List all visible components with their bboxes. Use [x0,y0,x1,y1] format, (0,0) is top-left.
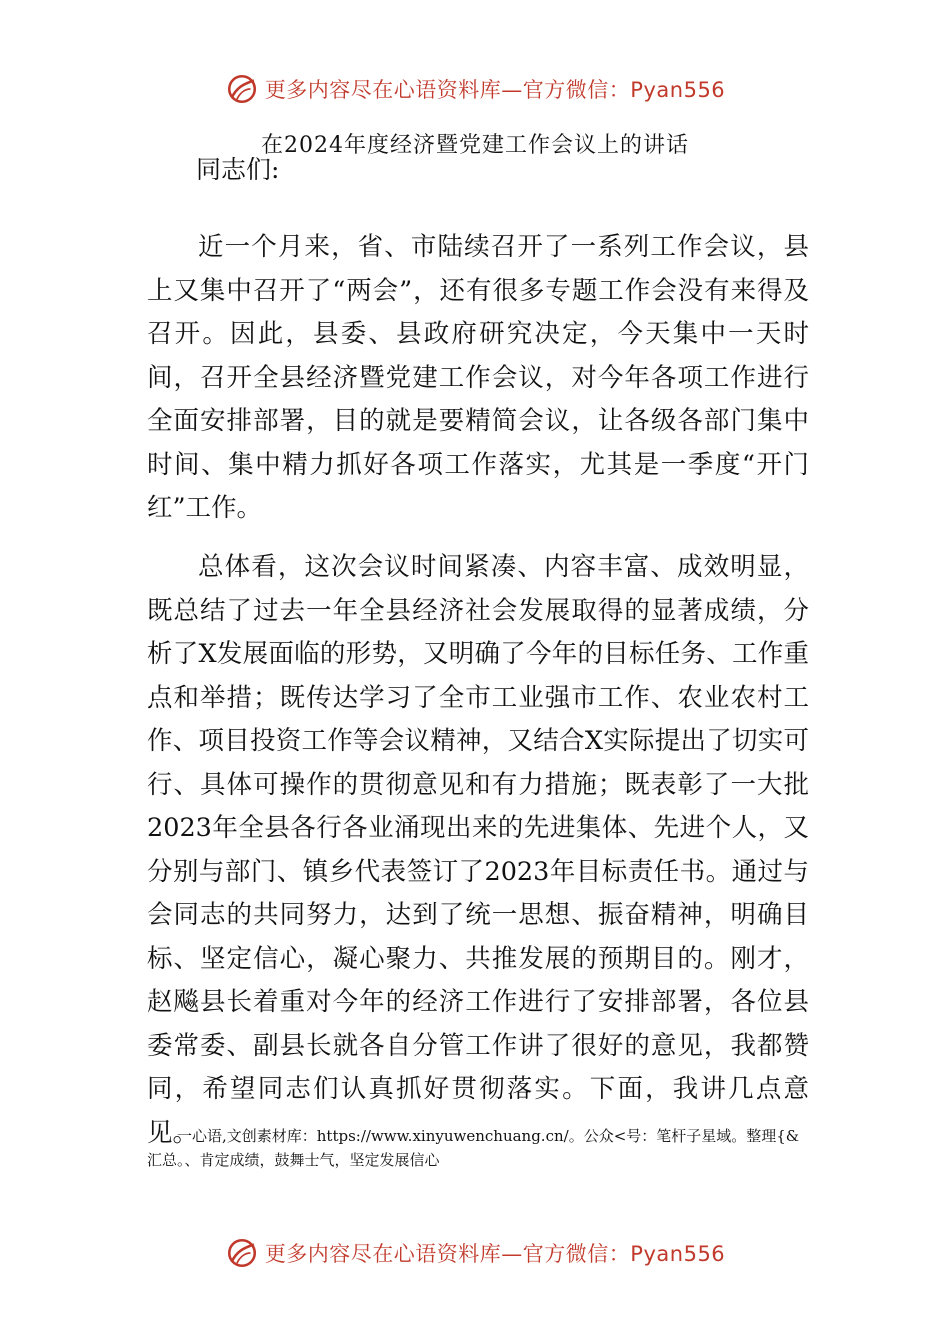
paragraph-text: 总体看，这次会议时间紧凑、内容丰富、成效明显，既总结了过去一年全县经济社会发展取得的显著成绩，分析了X发展面临的形势，又明确了今年的目标任务、工作重点和举措；既传达学习了全市工业强市工作、农业农村工作、项目投资工作等会议精神，又结合X实际提出了切实可行、具体可操作的贯彻意见和有力措施；既表彰了一大批2023年全县各行各业涌现出来的先进集体、先进个人，又分别与部门、镇乡代表签订了2023年目标责任书。通过与会同志的共同努力，达到了统一思想、振奋精神，明确目标、坚定信心，凝心聚力、共推发展的预期目的。刚才，赵飚县长着重对今年的经济工作进行了安排部署，各位县委常委、副县长就各自分管工作讲了很好的意见，我都赞同，希望同志们认真抓好贯彻落实。下面，我讲几点意见。 [147,552,809,1148]
footer-banner [0,1236,950,1270]
banner-text: 更多内容尽在心语资料库—官方微信：Pyan556 [264,1242,726,1266]
paragraph-text: 近一个月来，省、市陆续召开了一系列工作会议，县上又集中召开了“两会”，还有很多专题工作会没有来得及召开。因此，县委、县政府研究决定，今天集中一天时间，召开全县经济暨党建工作会议，对今年各项工作进行全面安排部署，目的就是要精简会议，让各级各部门集中时间、集中精力抓好各项工作落实，尤其是一季度“开门红”工作。 [147,232,809,523]
salutation: 同志们: [196,155,280,184]
swirl-logo-icon [225,1236,259,1270]
footnote-text: 一心语,文创素材库：https://www.xinyuwenchuang.cn/。公众<号：笔杆子星域。整理{&汇总。、肯定成绩，鼓舞士气，坚定发展信心 [147,1127,800,1169]
paragraph-1 [147,226,809,531]
paragraph-2 [147,546,809,1155]
swirl-logo-icon [225,72,259,106]
banner-text: 更多内容尽在心语资料库—官方微信：Pyan556 [264,78,726,102]
header-banner [0,72,950,106]
document-title: 在2024年度经济暨党建工作会议上的讲话 [261,133,689,158]
